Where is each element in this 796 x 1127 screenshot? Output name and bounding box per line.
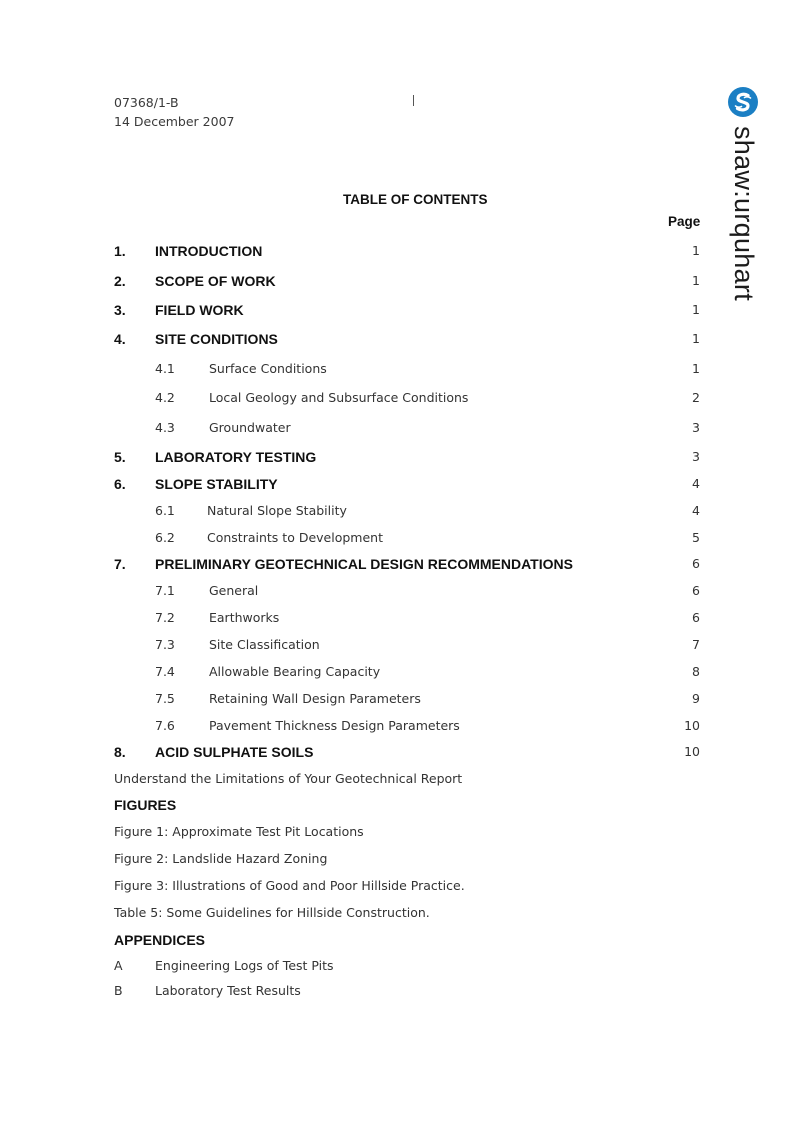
toc-entry-number: 4.1: [155, 361, 175, 376]
toc-entry-number: 6.2: [155, 530, 175, 545]
toc-entry-page: 6: [692, 610, 700, 625]
figure-item[interactable]: Figure 2: Landslide Hazard Zoning: [114, 851, 328, 866]
limitations-line: Understand the Limitations of Your Geotechnical Report: [114, 771, 463, 786]
toc-entry-number: 7.6: [155, 718, 175, 733]
toc-entry-page: 6: [692, 556, 700, 571]
toc-entry-page: 9: [692, 691, 700, 706]
toc-entry-number: 1.: [114, 243, 126, 259]
toc-entry-page: 8: [692, 664, 700, 679]
toc-entry-label[interactable]: LABORATORY TESTING: [155, 449, 317, 465]
toc-entry-label[interactable]: Constraints to Development: [207, 530, 383, 545]
toc-entry-number: 7.2: [155, 610, 175, 625]
document-date: 14 December 2007: [114, 114, 235, 129]
figure-item[interactable]: Figure 1: Approximate Test Pit Locations: [114, 824, 364, 839]
toc-entry-page: 10: [684, 718, 700, 733]
toc-entry-label[interactable]: Earthworks: [209, 610, 280, 625]
toc-entry-number: 4.2: [155, 390, 175, 405]
toc-entry-page: 5: [692, 530, 700, 545]
toc-entry-page: 1: [692, 361, 700, 376]
toc-entry-label[interactable]: SITE CONDITIONS: [155, 331, 278, 347]
toc-entry-number: 4.: [114, 331, 126, 347]
toc-title: TABLE OF CONTENTS: [343, 192, 488, 207]
toc-entry-label[interactable]: Natural Slope Stability: [207, 503, 347, 518]
figures-heading: FIGURES: [114, 797, 177, 813]
s-swirl-logo-icon: [727, 86, 759, 118]
toc-entry-label[interactable]: Local Geology and Subsurface Conditions: [209, 390, 469, 405]
toc-entry-page: 7: [692, 637, 700, 652]
appendix-label[interactable]: Laboratory Test Results: [155, 983, 301, 998]
toc-entry-page: 1: [692, 302, 700, 317]
toc-entry-label[interactable]: PRELIMINARY GEOTECHNICAL DESIGN RECOMMENDATIONS: [155, 556, 573, 572]
toc-entry-label[interactable]: INTRODUCTION: [155, 243, 263, 259]
company-logo: [723, 86, 763, 306]
page-column-header: Page: [668, 214, 701, 229]
figure-item[interactable]: Table 5: Some Guidelines for Hillside Construction.: [114, 905, 430, 920]
toc-entry-label[interactable]: FIELD WORK: [155, 302, 244, 318]
toc-entry-page: 1: [692, 331, 700, 346]
toc-entry-number: 2.: [114, 273, 126, 289]
toc-entry-page: 2: [692, 390, 700, 405]
toc-entry-page: 4: [692, 476, 700, 491]
toc-entry-label[interactable]: Groundwater: [209, 420, 291, 435]
figure-item[interactable]: Figure 3: Illustrations of Good and Poor Hillside Practice.: [114, 878, 465, 893]
toc-entry-label[interactable]: Site Classification: [209, 637, 320, 652]
toc-entry-number: 4.3: [155, 420, 175, 435]
toc-entry-label[interactable]: Pavement Thickness Design Parameters: [209, 718, 460, 733]
toc-entry-number: 7.: [114, 556, 126, 572]
toc-entry-number: 6.1: [155, 503, 175, 518]
toc-entry-label[interactable]: General: [209, 583, 259, 598]
toc-entry-page: 4: [692, 503, 700, 518]
toc-entry-label[interactable]: SCOPE OF WORK: [155, 273, 276, 289]
toc-entry-label[interactable]: Retaining Wall Design Parameters: [209, 691, 421, 706]
appendix-letter: A: [114, 958, 123, 973]
toc-entry-number: 5.: [114, 449, 126, 465]
toc-entry-page: 6: [692, 583, 700, 598]
toc-entry-number: 7.5: [155, 691, 175, 706]
toc-entry-number: 6.: [114, 476, 126, 492]
toc-entry-label[interactable]: SLOPE STABILITY: [155, 476, 278, 492]
toc-entry-page: 3: [692, 449, 700, 464]
company-logo-text: shaw:urquhart: [729, 126, 759, 301]
toc-entry-page: 1: [692, 273, 700, 288]
document-reference: 07368/1-B: [114, 95, 179, 110]
toc-entry-number: 7.4: [155, 664, 175, 679]
cursor-mark: [413, 95, 414, 106]
toc-entry-label[interactable]: Allowable Bearing Capacity: [209, 664, 381, 679]
toc-entry-number: 7.3: [155, 637, 175, 652]
appendix-letter: B: [114, 983, 123, 998]
toc-entry-label[interactable]: ACID SULPHATE SOILS: [155, 744, 314, 760]
appendix-label[interactable]: Engineering Logs of Test Pits: [155, 958, 334, 973]
toc-entry-number: 3.: [114, 302, 126, 318]
toc-entry-page: 3: [692, 420, 700, 435]
toc-entry-label[interactable]: Surface Conditions: [209, 361, 327, 376]
toc-entry-page: 1: [692, 243, 700, 258]
appendices-heading: APPENDICES: [114, 932, 206, 948]
toc-entry-number: 8.: [114, 744, 126, 760]
toc-entry-page: 10: [684, 744, 700, 759]
toc-entry-number: 7.1: [155, 583, 175, 598]
